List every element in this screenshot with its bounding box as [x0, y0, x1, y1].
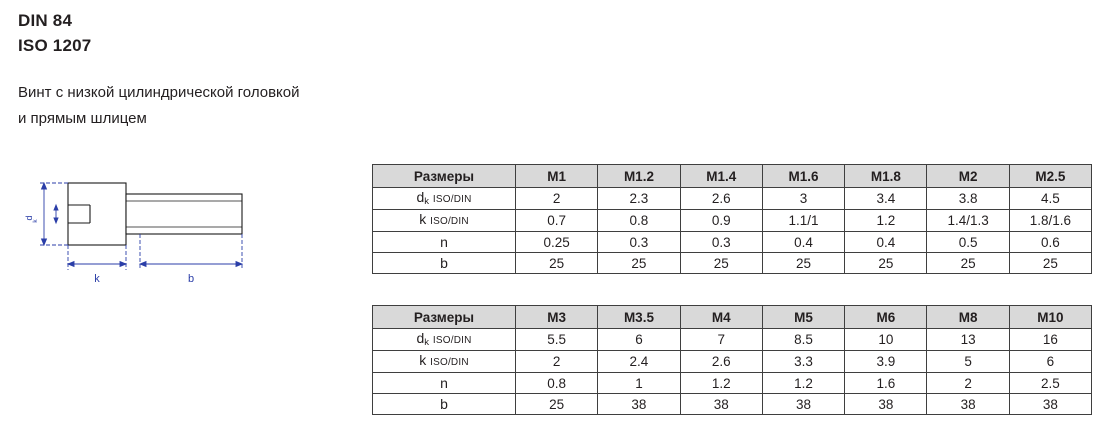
table2-header-cell-6: M8 — [927, 306, 1009, 329]
product-description — [18, 80, 368, 132]
dimensions-table-1 — [372, 164, 1092, 274]
row-label-main: k — [419, 352, 427, 368]
table1-r0-c3: 2.6 — [680, 188, 762, 210]
table1-r0-c4: 3 — [762, 188, 844, 210]
table2-r1-c7: 6 — [1009, 351, 1091, 373]
table2-r0-c2: 6 — [598, 329, 680, 351]
table-row — [373, 329, 1092, 351]
table1-r2-c2: 0.3 — [598, 232, 680, 253]
table-row — [373, 188, 1092, 210]
table2-row0-label — [373, 329, 516, 351]
table2-r3-c5: 38 — [845, 394, 927, 415]
dimensions-table-2 — [372, 305, 1092, 415]
table1-r3-c3: 25 — [680, 253, 762, 274]
table2-r2-c5: 1.6 — [845, 373, 927, 394]
table2-row1-label — [373, 351, 516, 373]
table2-r3-c3: 38 — [680, 394, 762, 415]
table2-r1-c3: 2.6 — [680, 351, 762, 373]
table1-r0-c5: 3.4 — [845, 188, 927, 210]
table2-r3-c1: 25 — [516, 394, 598, 415]
table2-header-cell-7: M10 — [1009, 306, 1091, 329]
table2-r1-c2: 2.4 — [598, 351, 680, 373]
table1-header-cell-7: M2.5 — [1009, 165, 1091, 188]
left-column — [18, 8, 368, 132]
table2-r2-c3: 1.2 — [680, 373, 762, 394]
screw-head-outline — [68, 183, 126, 245]
dim-b-arrow-left — [140, 262, 146, 267]
table1-header-cell-6: M2 — [927, 165, 1009, 188]
table-row — [373, 394, 1092, 415]
standard-iso: ISO 1207 — [18, 36, 92, 55]
table1-r0-c2: 2.3 — [598, 188, 680, 210]
table1-row2-label: n — [373, 232, 516, 253]
dim-label-k: k — [94, 273, 100, 285]
standard-title — [18, 8, 368, 58]
table2-r1-c4: 3.3 — [762, 351, 844, 373]
table2-r2-c1: 0.8 — [516, 373, 598, 394]
row-label-suffix: ISO/DIN — [432, 335, 472, 346]
table-row — [373, 351, 1092, 373]
table1-row3-label: b — [373, 253, 516, 274]
dim-label-dk-sub: k — [32, 219, 39, 223]
row-label-suffix: ISO/DIN — [430, 216, 469, 227]
table2-r0-c6: 13 — [927, 329, 1009, 351]
table1-r0-c6: 3.8 — [927, 188, 1009, 210]
table-header-row — [373, 306, 1092, 329]
dim-n-arrow-bottom — [54, 218, 58, 223]
dimensions-table-1-wrapper — [372, 164, 1092, 274]
table2-r2-c2: 1 — [598, 373, 680, 394]
table2-r0-c4: 8.5 — [762, 329, 844, 351]
screw-shank-outline — [126, 194, 242, 234]
table1-r1-c3: 0.9 — [680, 210, 762, 232]
table2-r3-c2: 38 — [598, 394, 680, 415]
table2-r2-c6: 2 — [927, 373, 1009, 394]
table2-r1-c6: 5 — [927, 351, 1009, 373]
table2-r3-c6: 38 — [927, 394, 1009, 415]
description-line-2: и прямым шлицем — [18, 110, 147, 127]
table2-r0-c7: 16 — [1009, 329, 1091, 351]
table2-header-cell-3: M4 — [680, 306, 762, 329]
table1-r1-c4: 1.1/1 — [762, 210, 844, 232]
dim-k-arrow-left — [68, 262, 74, 267]
table-row — [373, 232, 1092, 253]
row-label-suffix: ISO/DIN — [432, 194, 472, 205]
dim-label-dk: d — [24, 215, 34, 221]
table2-r3-c7: 38 — [1009, 394, 1091, 415]
row-label-main: k — [419, 211, 427, 227]
dim-dk-arrow-top — [42, 183, 47, 189]
dim-k-arrow-right — [120, 262, 126, 267]
standard-din: DIN 84 — [18, 11, 73, 30]
table2-header-cell-1: M3 — [516, 306, 598, 329]
table1-r0-c7: 4.5 — [1009, 188, 1091, 210]
table1-header-cell-2: M1.2 — [598, 165, 680, 188]
table1-row0-label — [373, 188, 516, 210]
table1-header-cell-5: M1.8 — [845, 165, 927, 188]
dim-b-arrow-right — [236, 262, 242, 267]
table2-r2-c4: 1.2 — [762, 373, 844, 394]
table2-r0-c3: 7 — [680, 329, 762, 351]
table1-r3-c7: 25 — [1009, 253, 1091, 274]
table1-header-cell-4: M1.6 — [762, 165, 844, 188]
table1-r2-c6: 0.5 — [927, 232, 1009, 253]
table2-r2-c7: 2.5 — [1009, 373, 1091, 394]
row-label-suffix: ISO/DIN — [430, 357, 469, 368]
table2-header-cell-0: Размеры — [373, 306, 516, 329]
table1-r1-c1: 0.7 — [516, 210, 598, 232]
row-label-sub: k — [424, 196, 429, 207]
table2-r3-c4: 38 — [762, 394, 844, 415]
table2-header-cell-2: M3.5 — [598, 306, 680, 329]
table2-header-cell-4: M5 — [762, 306, 844, 329]
table1-r0-c1: 2 — [516, 188, 598, 210]
row-label-sub: k — [424, 337, 429, 348]
table-row — [373, 373, 1092, 394]
table2-header-cell-5: M6 — [845, 306, 927, 329]
table1-header-cell-1: M1 — [516, 165, 598, 188]
table1-r2-c1: 0.25 — [516, 232, 598, 253]
description-line-1: Винт с низкой цилиндрической головкой — [18, 84, 300, 101]
row-label-main: d — [416, 330, 425, 346]
table1-r1-c7: 1.8/1.6 — [1009, 210, 1091, 232]
table1-r3-c4: 25 — [762, 253, 844, 274]
dim-label-b: b — [187, 273, 195, 285]
table1-r1-c2: 0.8 — [598, 210, 680, 232]
dimensions-table-2-wrapper — [372, 305, 1092, 415]
table2-row3-label: b — [373, 394, 516, 415]
screw-technical-drawing — [10, 170, 280, 290]
table1-r3-c6: 25 — [927, 253, 1009, 274]
table2-r0-c1: 5.5 — [516, 329, 598, 351]
dim-n-arrow-top — [54, 205, 58, 210]
table2-r0-c5: 10 — [845, 329, 927, 351]
table1-r3-c2: 25 — [598, 253, 680, 274]
screw-drawing-svg — [10, 170, 280, 290]
table-header-row — [373, 165, 1092, 188]
table2-r1-c1: 2 — [516, 351, 598, 373]
table1-r3-c5: 25 — [845, 253, 927, 274]
table-row — [373, 210, 1092, 232]
table1-row1-label — [373, 210, 516, 232]
row-label-main: d — [416, 189, 425, 205]
table1-header-cell-0: Размеры — [373, 165, 516, 188]
table1-r2-c4: 0.4 — [762, 232, 844, 253]
table1-r2-c5: 0.4 — [845, 232, 927, 253]
dim-dk-arrow-bottom — [42, 239, 47, 245]
table1-r1-c5: 1.2 — [845, 210, 927, 232]
table-row — [373, 253, 1092, 274]
table1-r2-c3: 0.3 — [680, 232, 762, 253]
table1-r3-c1: 25 — [516, 253, 598, 274]
table1-header-cell-3: M1.4 — [680, 165, 762, 188]
table2-row2-label: n — [373, 373, 516, 394]
table1-r1-c6: 1.4/1.3 — [927, 210, 1009, 232]
table2-r1-c5: 3.9 — [845, 351, 927, 373]
table1-r2-c7: 0.6 — [1009, 232, 1091, 253]
